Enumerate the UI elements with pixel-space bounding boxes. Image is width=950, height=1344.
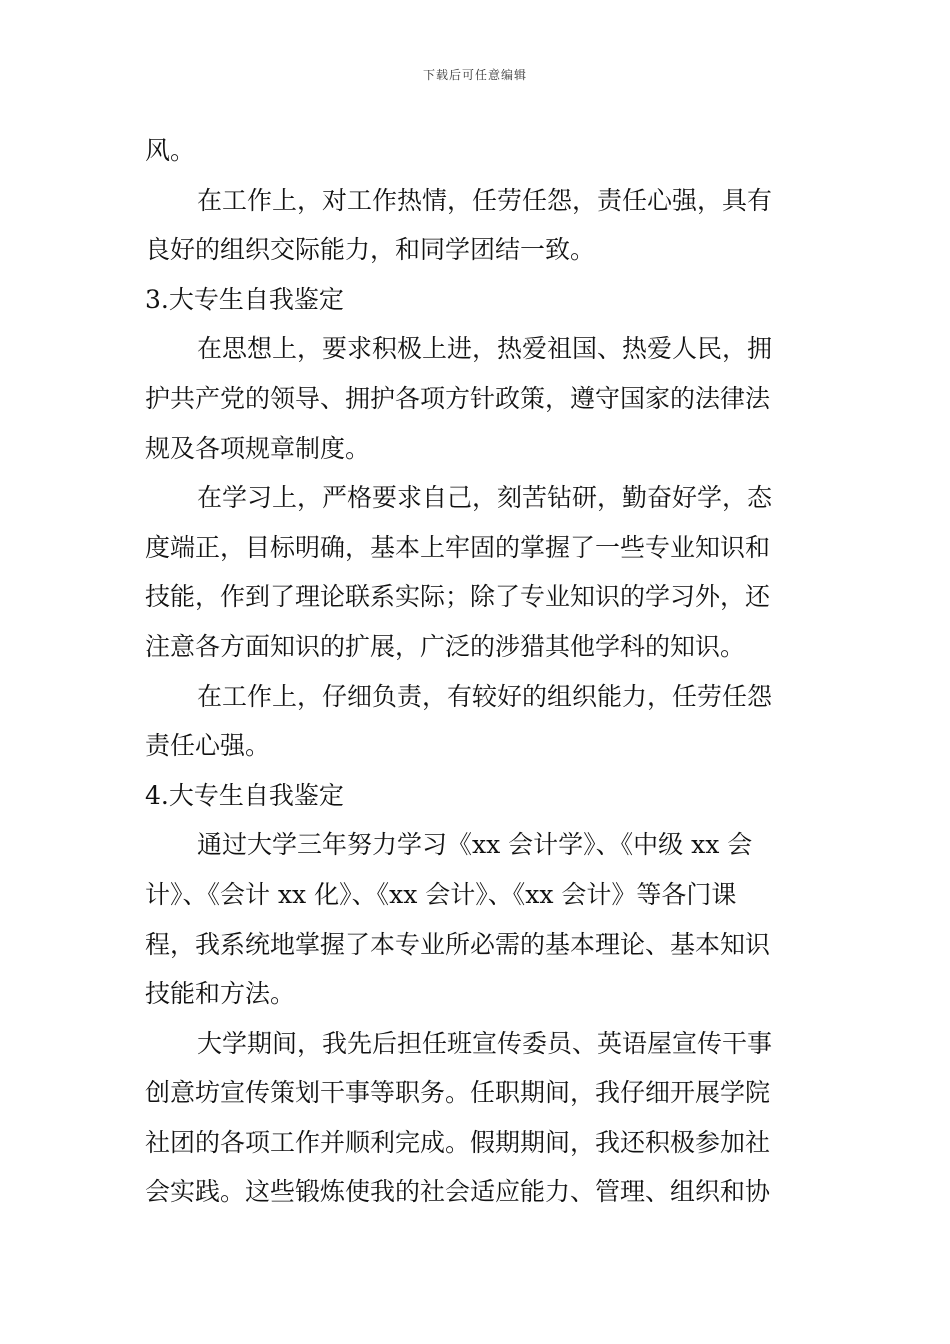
text-line: 技能，作到了理论联系实际；除了专业知识的学习外，还: [145, 582, 771, 612]
text-line: 通过大学三年努力学习《xx 会计学》、《中级 xx 会: [197, 830, 753, 860]
text-line: 大学期间，我先后担任班宣传委员、英语屋宣传干事: [197, 1028, 773, 1058]
text-line: 在学习上，严格要求自己，刻苦钻研，勤奋好学，态: [197, 483, 773, 513]
text-line: 在工作上，仔细负责，有较好的组织能力，任劳任怨: [197, 681, 773, 711]
text-line: 创意坊宣传策划干事等职务。任职期间，我仔细开展学院: [145, 1078, 771, 1108]
document-body: [145, 126, 810, 1217]
text-line: 在工作上，对工作热情，任劳任怨，责任心强，具有: [197, 185, 773, 215]
text-line: 在思想上，要求积极上进，热爱祖国、热爱人民，拥: [197, 334, 773, 364]
text-line: 责任心强。: [145, 731, 271, 761]
text-line: 会实践。这些锻炼使我的社会适应能力、管理、组织和协: [145, 1177, 771, 1207]
text-line: 社团的各项工作并顺利完成。假期期间，我还积极参加社: [145, 1127, 771, 1157]
text-line: 护共产党的领导、拥护各项方针政策，遵守国家的法律法: [145, 383, 771, 413]
section-heading: 4.大专生自我鉴定: [145, 780, 344, 810]
text-line: 风。: [145, 136, 196, 165]
text-line: 规及各项规章制度。: [145, 433, 371, 463]
text-line: 度端正，目标明确，基本上牢固的掌握了一些专业知识和: [145, 532, 771, 562]
text-line: 注意各方面知识的扩展，广泛的涉猎其他学科的知识。: [145, 631, 746, 661]
text-line: 程，我系统地掌握了本专业所必需的基本理论、基本知识: [145, 929, 771, 959]
text-line: 良好的组织交际能力，和同学团结一致。: [145, 235, 596, 265]
text-line: 计》、《会计 xx 化》、《xx 会计》、《xx 会计》等各门课: [145, 879, 737, 909]
section-heading: 3.大专生自我鉴定: [145, 284, 344, 314]
text-line: 技能和方法。: [145, 979, 296, 1009]
page-header: 下载后可任意编辑: [422, 68, 527, 82]
